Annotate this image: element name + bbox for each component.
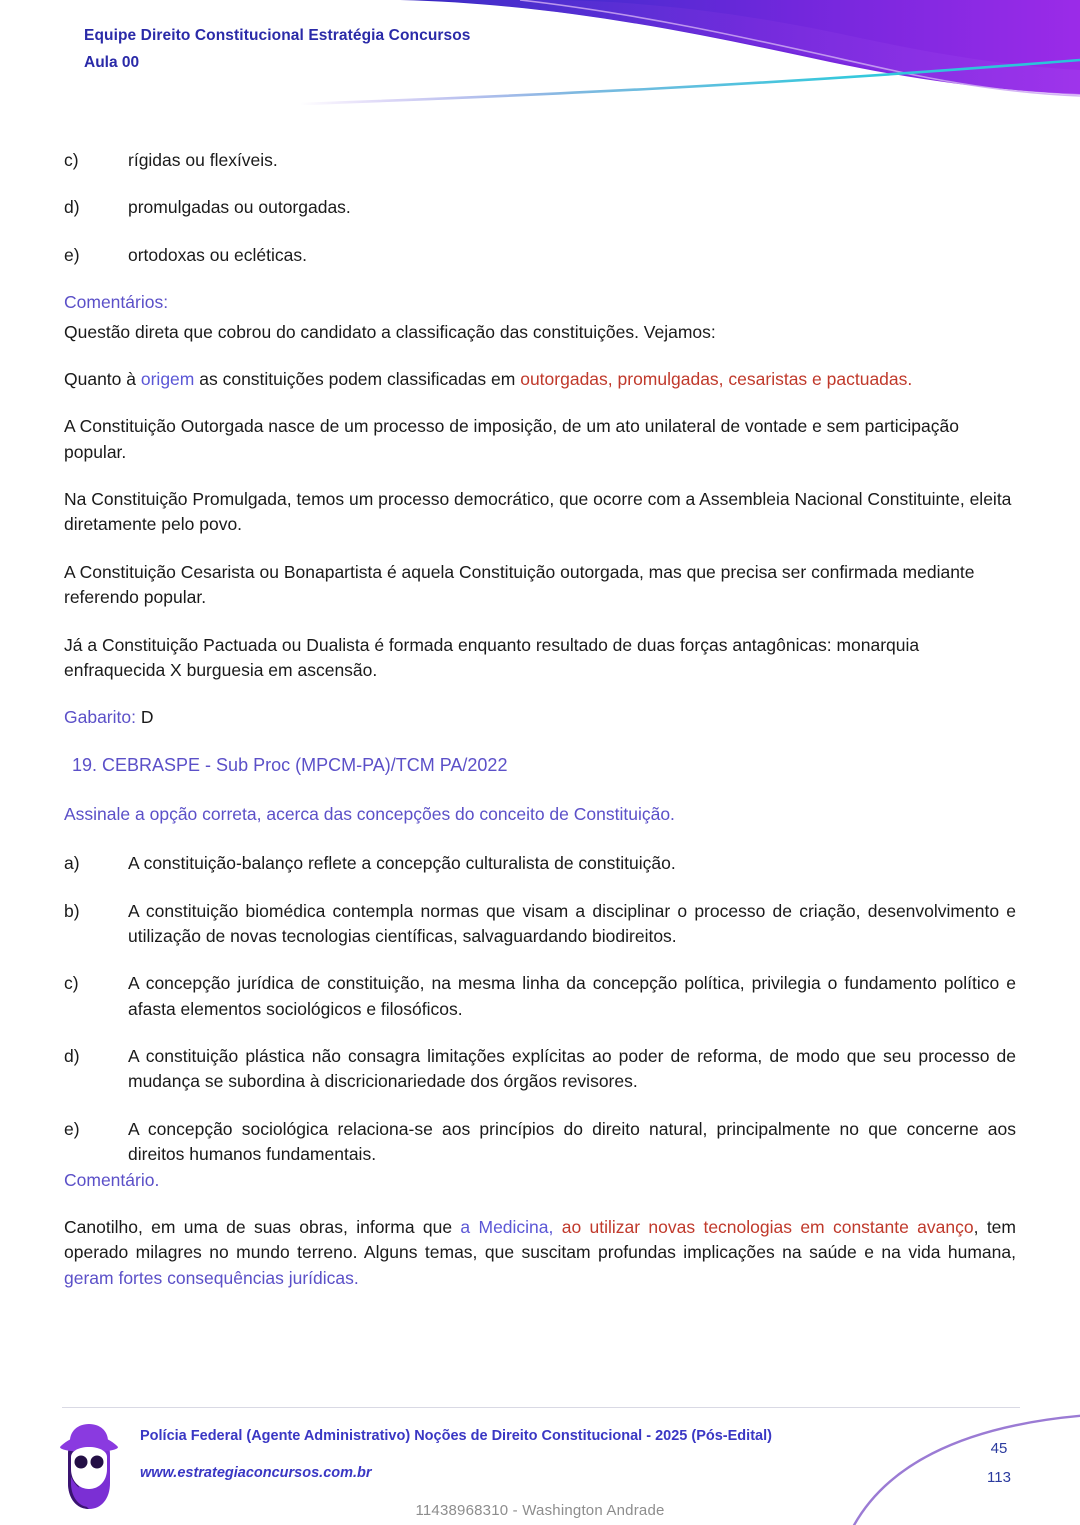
- footer-website-link[interactable]: www.estrategiaconcursos.com.br: [140, 1464, 372, 1481]
- canotilho-paragraph: [64, 1215, 1016, 1291]
- origem-part2: as constituições podem classificadas em: [194, 368, 521, 389]
- user-watermark: 11438968310 - Washington Andrade: [415, 1502, 665, 1519]
- comentario-label-line: [64, 1168, 1016, 1193]
- gabarito-label: Gabarito: [64, 707, 132, 728]
- option-text: A constituição plástica não consagra limitações explícitas ao poder de reforma, de modo que seu processo de mudança se subordina à discricionariedade dos órgãos revisores.: [128, 1046, 1016, 1092]
- origem-classification-red: outorgadas, promulgadas, cesaristas e pactuadas.: [520, 368, 913, 389]
- option-letter: c): [64, 150, 79, 170]
- page-header: [0, 0, 1080, 110]
- footer-text-block: [140, 1427, 772, 1483]
- comentarios-label: [64, 290, 1016, 315]
- option-letter: a): [64, 853, 80, 874]
- option-item: [64, 148, 1016, 173]
- gabarito-line: [64, 705, 1016, 730]
- canotilho-highlight-consequencias: geram fortes consequências jurídicas.: [64, 1267, 359, 1288]
- option-letter: c): [64, 973, 79, 994]
- option-item: [64, 971, 1016, 1022]
- option-item: [64, 899, 1016, 950]
- canotilho-space: [553, 1217, 561, 1237]
- option-text: A constituição biomédica contempla normas que visam a disciplinar o processo de criação, desenvolvimento e utilização de novas tecnologias científicas, salvaguardando biodireitos.: [128, 900, 1016, 946]
- question-19-stem: Assinale a opção correta, acerca das concepções do conceito de Constituição.: [64, 803, 675, 824]
- paragraph-promulgada: Na Constituição Promulgada, temos um processo democrático, que ocorre com a Assembleia Nacional Constituinte, eleita diretamente pelo povo.: [64, 489, 1012, 535]
- owl-logo-icon: [58, 1419, 120, 1511]
- option-item: [64, 243, 1016, 268]
- option-letter: e): [64, 244, 80, 265]
- document-content: [64, 148, 1016, 1313]
- header-lesson-label: Aula 00: [84, 54, 140, 72]
- footer-course-title: Polícia Federal (Agente Administrativo) Noções de Direito Constitucional - 2025 (Pós-Edital): [140, 1428, 772, 1444]
- comentarios-heading: Comentários:: [64, 292, 169, 313]
- comentarios-intro: Questão direta que cobrou do candidato a classificação das constituições. Vejamos:: [64, 321, 716, 342]
- canotilho-part3: , tem operado milagres no mundo terreno. Alguns temas, que suscitam profundas implicações na saúde e na vida humana,: [64, 1216, 1016, 1263]
- question-19-heading: 19. CEBRASPE - Sub Proc (MPCM-PA)/TCM PA/2022: [72, 754, 508, 775]
- paragraph-cesarista: A Constituição Cesarista ou Bonapartista é aquela Constituição outorgada, mas que precisa ser confirmada mediante referendo popular.: [64, 561, 975, 608]
- header-titles: [84, 26, 471, 73]
- option-item: [64, 1044, 1016, 1095]
- origem-paragraph: [64, 367, 1016, 392]
- comentario-heading: Comentário.: [64, 1169, 160, 1190]
- option-text: A concepção jurídica de constituição, na mesma linha da concepção política, privilegia o fundamento político e afasta elementos sociológicos e filosóficos.: [128, 973, 1016, 1019]
- header-team-title: Equipe Direito Constitucional Estratégia Concursos: [84, 27, 471, 44]
- canotilho-highlight-medicina: a Medicina,: [460, 1216, 554, 1237]
- origem-highlight: origem: [140, 368, 195, 389]
- canotilho-part1: Canotilho, em uma de suas obras, informa que: [64, 1216, 461, 1237]
- paragraph-outorgada: A Constituição Outorgada nasce de um processo de imposição, de um ato unilateral de vontade e sem participação popular.: [64, 416, 959, 462]
- option-letter: e): [64, 1118, 80, 1139]
- paragraph-pactuada: Já a Constituição Pactuada ou Dualista é formada enquanto resultado de duas forças antagônicas: monarquia enfraquecida X burguesia em ascensão.: [64, 634, 920, 680]
- option-item: [64, 1117, 1016, 1168]
- canotilho-highlight-tecnologias: ao utilizar novas tecnologias em constante avanço: [561, 1216, 974, 1237]
- option-letter: d): [64, 1046, 80, 1067]
- gabarito-separator: :: [131, 707, 141, 728]
- option-letter: b): [64, 900, 80, 921]
- gabarito-answer: D: [140, 707, 154, 728]
- option-letter: d): [64, 197, 80, 218]
- origem-part1: Quanto à: [64, 368, 141, 389]
- option-text: A constituição-balanço reflete a concepção culturalista de constituição.: [128, 853, 676, 874]
- page-footer: [0, 1407, 1080, 1525]
- current-page-number: 45: [990, 1440, 1008, 1457]
- option-text: promulgadas ou outorgadas.: [128, 197, 351, 218]
- option-item: [64, 195, 1016, 220]
- option-text: ortodoxas ou ecléticas.: [128, 244, 307, 265]
- total-page-number: 113: [987, 1468, 1011, 1486]
- page-number-block: [976, 1435, 1022, 1492]
- option-text: rígidas ou flexíveis.: [128, 150, 278, 170]
- option-item: [64, 851, 1016, 876]
- option-text: A concepção sociológica relaciona-se aos princípios do direito natural, principalmente no que concerne aos direitos humanos fundamentais.: [128, 1118, 1016, 1165]
